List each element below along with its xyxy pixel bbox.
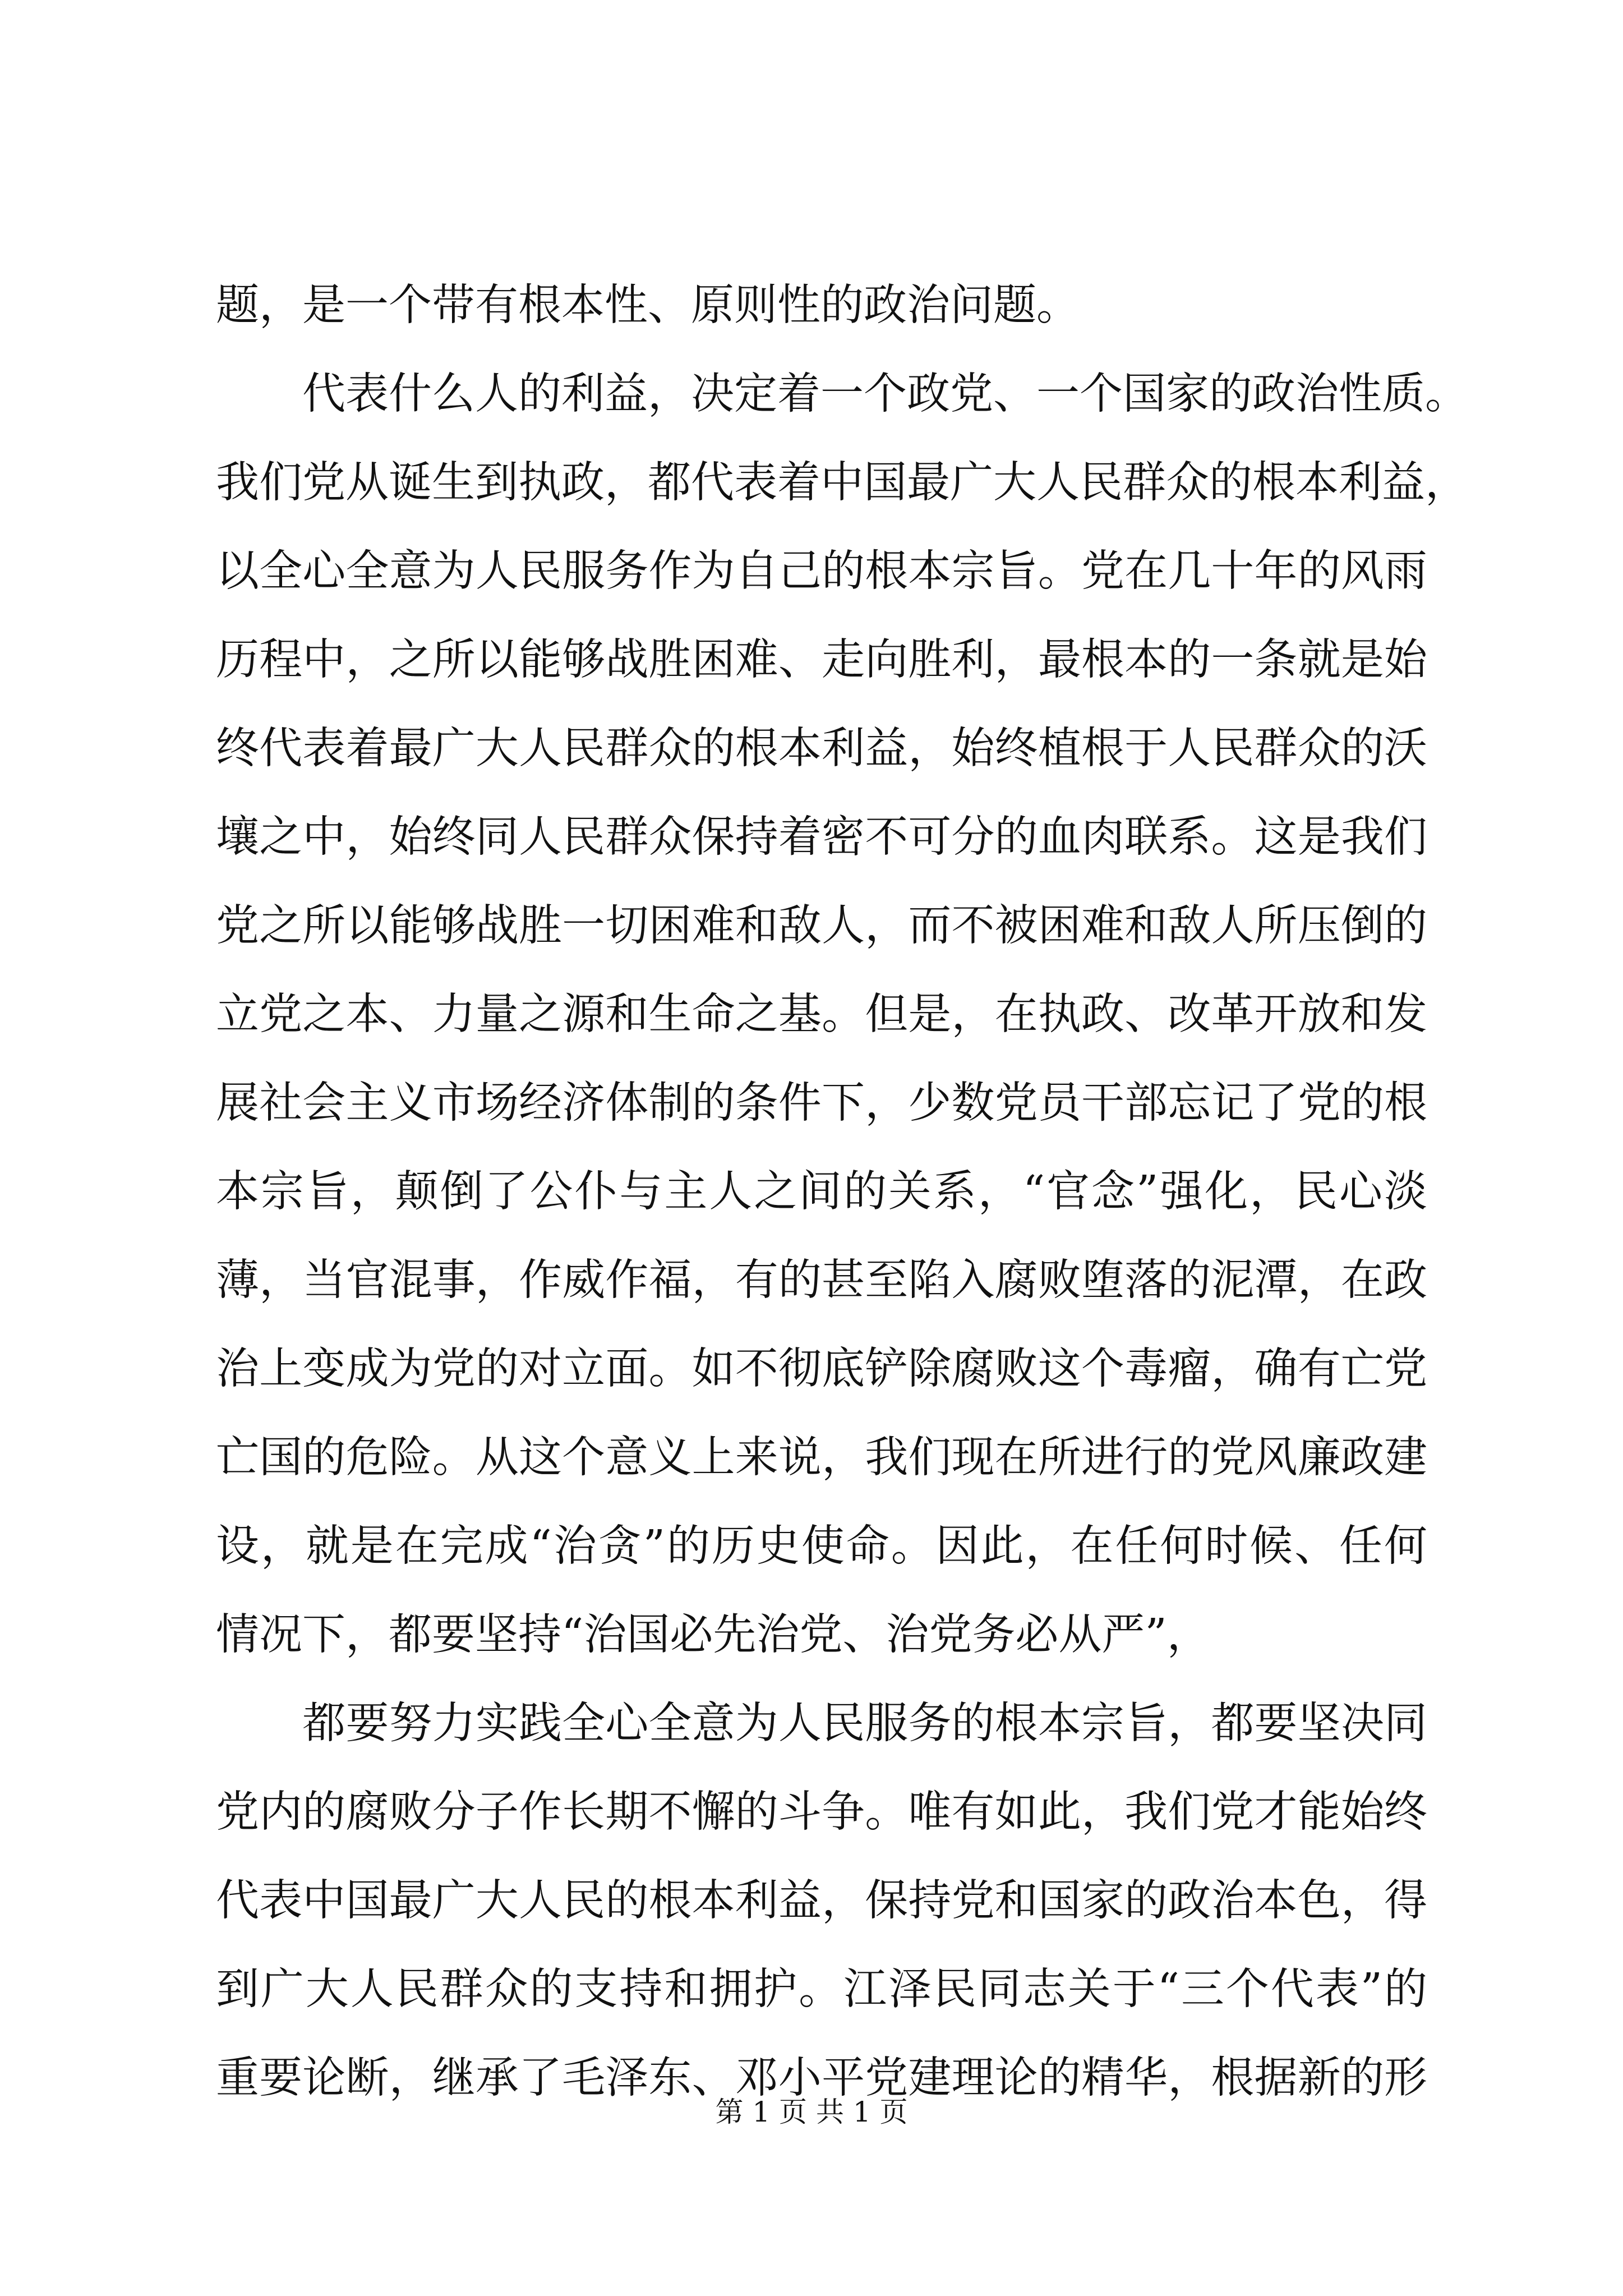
page-number-label: 第 1 页 共 1 页	[715, 2096, 908, 2128]
text-line: 终代表着最广大人民群众的根本利益，始终植根于人民群众的沃	[216, 724, 1427, 774]
text-line: 历程中，之所以能够战胜困难、走向胜利，最根本的一条就是始	[216, 635, 1427, 685]
text-line: 以全心全意为人民服务作为自己的根本宗旨。党在几十年的风雨	[216, 546, 1427, 596]
text-line: 重要论断，继承了毛泽东、邓小平党建理论的精华，根据新的形	[216, 2053, 1427, 2103]
text-line: 本宗旨，颠倒了公仆与主人之间的关系，“官念”强化，民心淡	[216, 1167, 1427, 1217]
text-line: 党内的腐败分子作长期不懈的斗争。唯有如此，我们党才能始终	[216, 1787, 1427, 1837]
text-line: 到广大人民群众的支持和拥护。江泽民同志关于“三个代表”的	[216, 1964, 1427, 2014]
text-line: 设，就是在完成“治贪”的历史使命。因此，在任何时候、任何	[216, 1521, 1427, 1571]
page-footer	[0, 2092, 1623, 2132]
text-line: 壤之中，始终同人民群众保持着密不可分的血肉联系。这是我们	[216, 812, 1427, 862]
text-line: 薄，当官混事，作威作福，有的甚至陷入腐败堕落的泥潭，在政	[216, 1255, 1427, 1305]
document-body	[216, 261, 1468, 2123]
text-line: 题，是一个带有根本性、原则性的政治问题。	[216, 280, 1080, 330]
text-line: 党之所以能够战胜一切困难和敌人，而不被困难和敌人所压倒的	[216, 901, 1427, 951]
text-line: 都要努力实践全心全意为人民服务的根本宗旨，都要坚决同	[216, 1699, 1427, 1749]
text-line: 亡国的危险。从这个意义上来说，我们现在所进行的党风廉政建	[216, 1433, 1427, 1483]
text-line: 代表什么人的利益，决定着一个政党、一个国家的政治性质。	[216, 369, 1468, 419]
text-line: 治上变成为党的对立面。如不彻底铲除腐败这个毒瘤，确有亡党	[216, 1344, 1427, 1394]
text-line: 立党之本、力量之源和生命之基。但是，在执政、改革开放和发	[216, 990, 1427, 1039]
text-line: 情况下，都要坚持“治国必先治党、治党务必从严”，	[216, 1610, 1210, 1660]
text-line: 我们党从诞生到执政，都代表着中国最广大人民群众的根本利益，	[216, 458, 1468, 508]
text-line: 代表中国最广大人民的根本利益，保持党和国家的政治本色，得	[216, 1876, 1427, 1926]
text-line: 展社会主义市场经济体制的条件下，少数党员干部忘记了党的根	[216, 1078, 1427, 1128]
